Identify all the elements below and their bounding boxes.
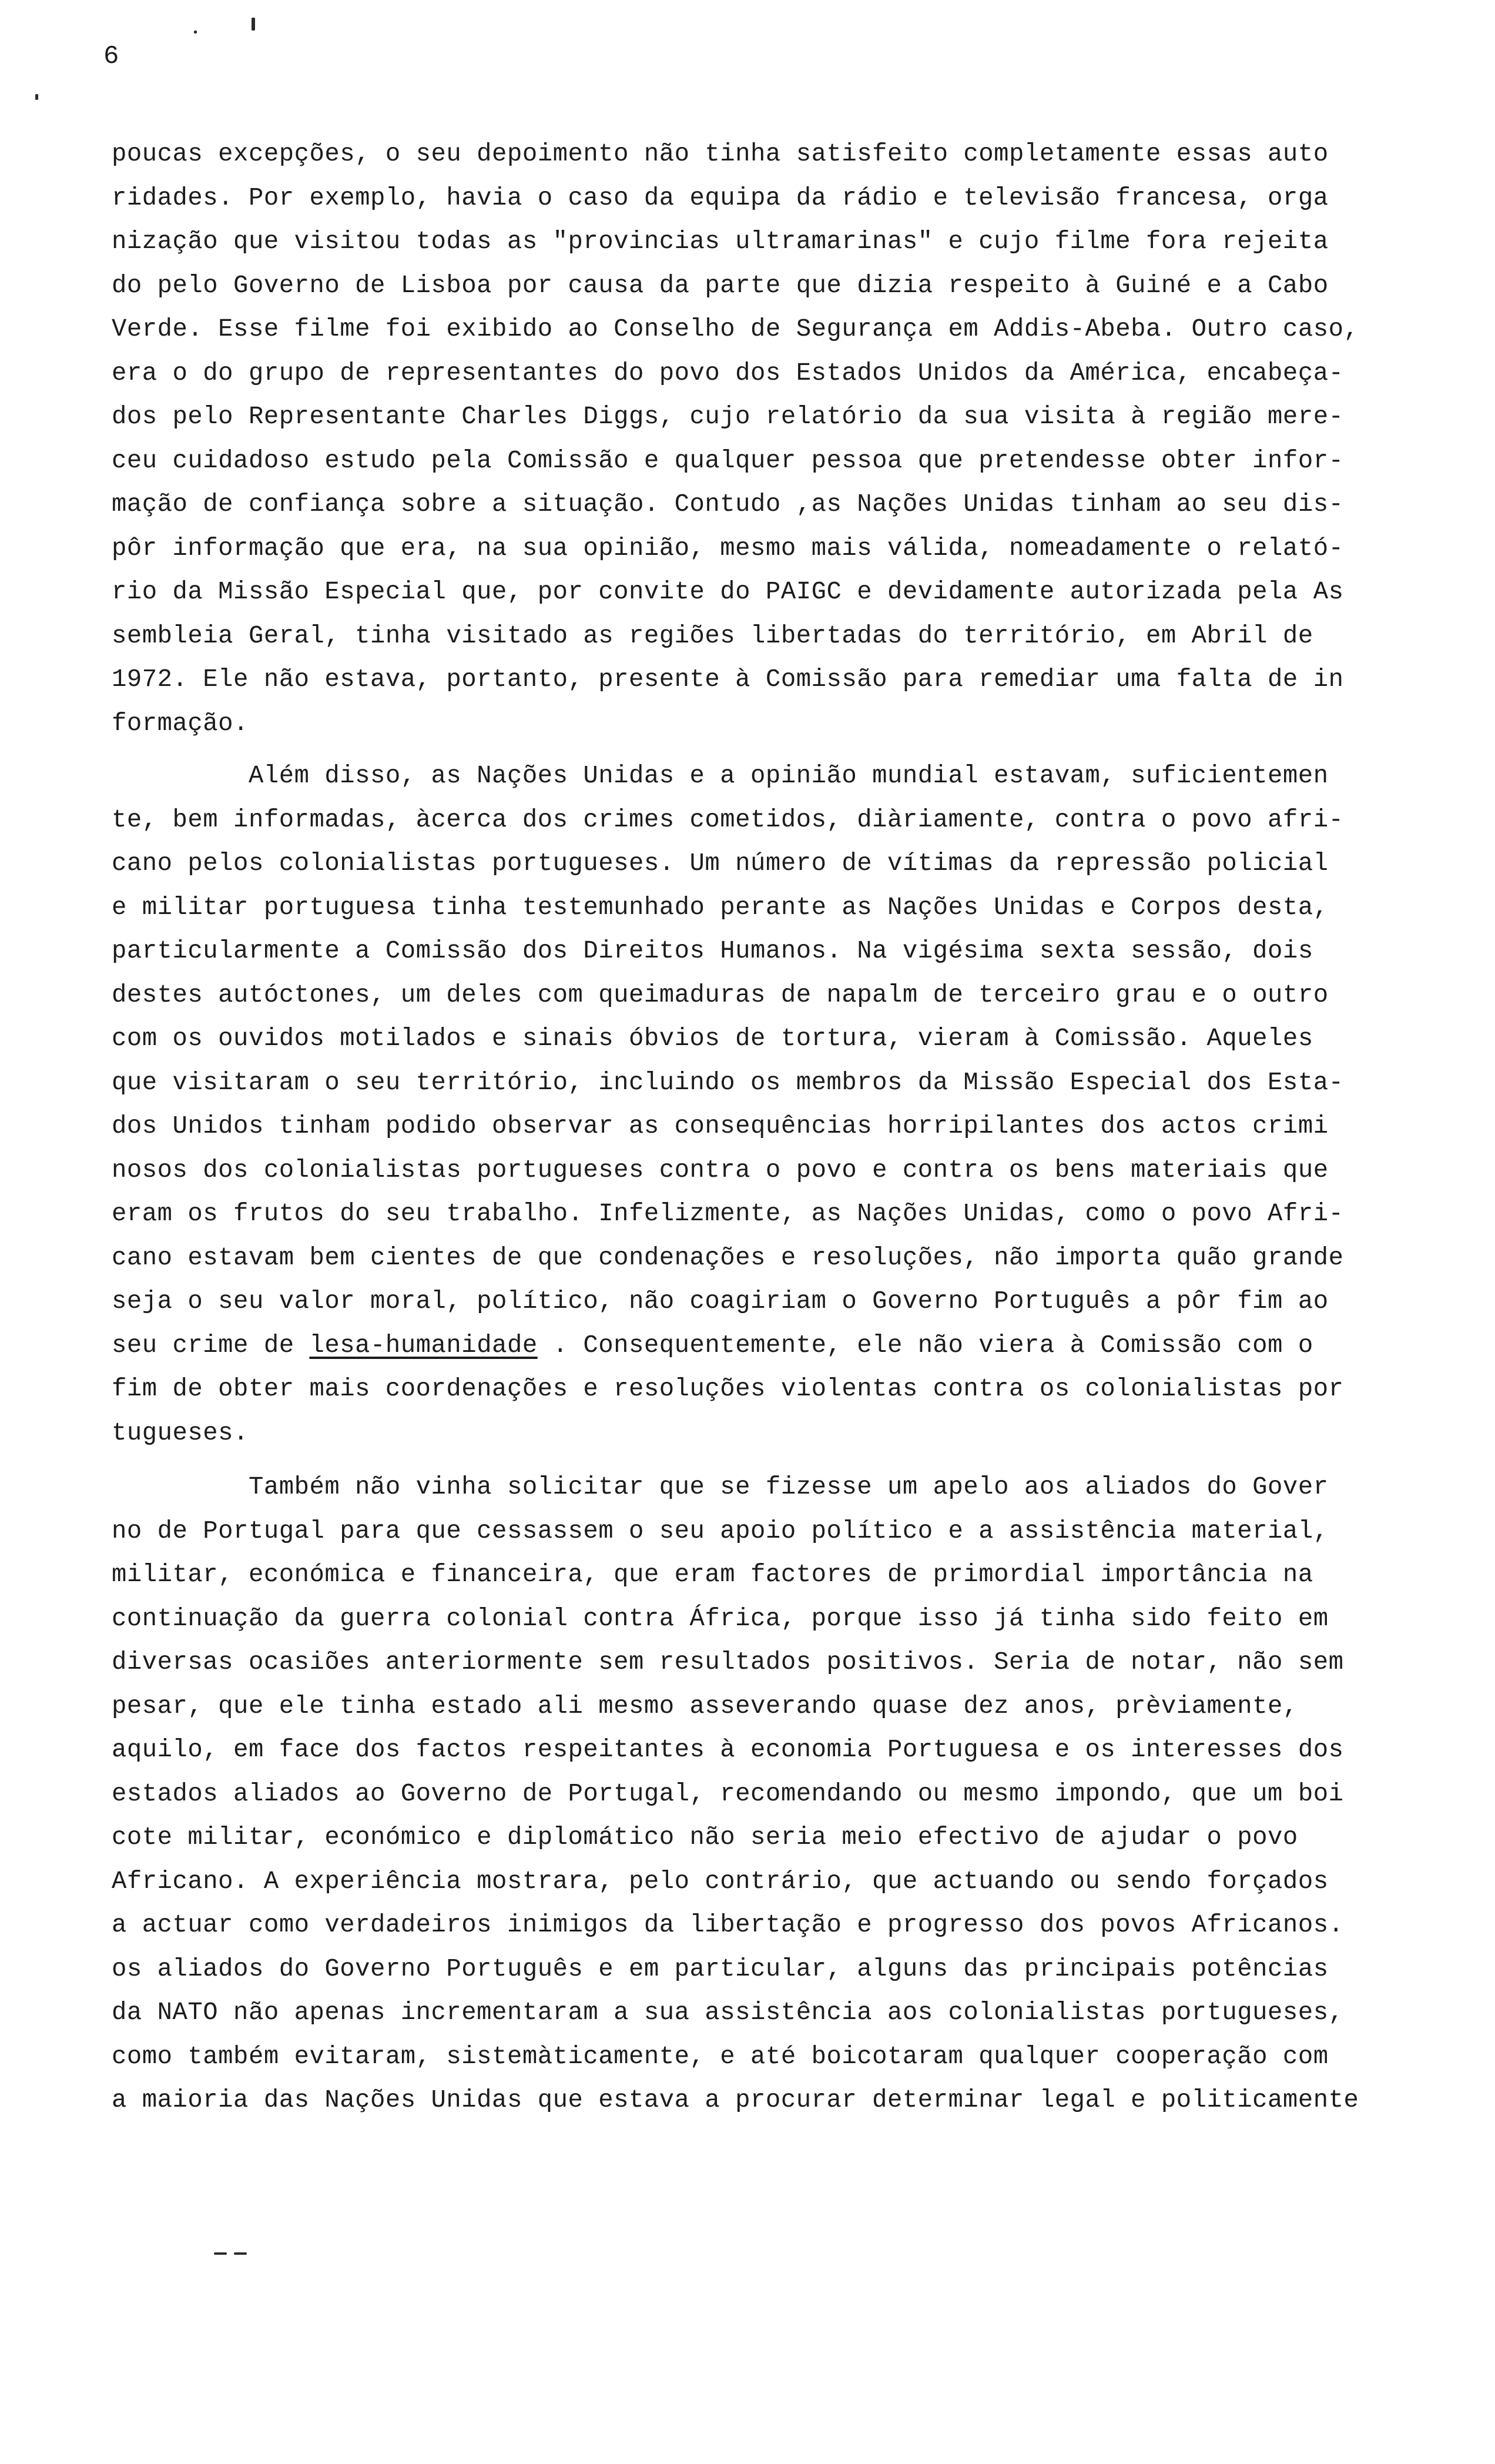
text-line: mação de confiança sobre a situação. Contudo ,as Nações Unidas tinham ao seu dis- [112,490,1344,518]
scan-speck [214,2252,227,2255]
text-line: cano estavam bem cientes de que condenações e resoluções, não importa quão grande [112,1243,1344,1272]
text-line: que visitaram o seu território, incluindo os membros da Missão Especial dos Esta- [112,1068,1344,1097]
text-line: a maioria das Nações Unidas que estava a procurar determinar legal e politicamente [112,2086,1359,2114]
text-line: fim de obter mais coordenações e resoluções violentas contra os colonialistas por [112,1375,1344,1403]
text-line: e militar portuguesa tinha testemunhado perante as Nações Unidas e Corpos desta, [112,893,1329,922]
text-line: particularmente a Comissão dos Direitos Humanos. Na vigésima sexta sessão, dois [112,937,1313,965]
text-line: aquilo, em face dos factos respeitantes à economia Portuguesa e os interesses dos [112,1736,1344,1764]
page-number: 6 [103,42,119,71]
text-line: seja o seu valor moral, político, não coagiriam o Governo Português a pôr fim ao [112,1287,1329,1315]
text-line: te, bem informadas, àcerca dos crimes cometidos, diàriamente, contra o povo afri- [112,805,1344,834]
text-line: como também evitaram, sistemàticamente, e até boicotaram qualquer cooperação com [112,2042,1329,2071]
text-line: no de Portugal para que cessassem o seu apoio político e a assistência material, [112,1516,1329,1545]
text-line: seu crime de lesa-humanidade . Consequentemente, ele não viera à Comissão com o [112,1331,1313,1360]
text-line: nosos dos colonialistas portugueses contra o povo e contra os bens materiais que [112,1156,1329,1184]
text-line: diversas ocasiões anteriormente sem resultados positivos. Seria de notar, não sem [112,1648,1344,1676]
scan-speck [194,31,197,34]
text-line: ceu cuidadoso estudo pela Comissão e qualquer pessoa que pretendesse obter infor- [112,446,1344,475]
text-line: do pelo Governo de Lisboa por causa da parte que dizia respeito à Guiné e a Cabo [112,271,1329,300]
text-line: nização que visitou todas as "provincias ultramarinas" e cujo filme fora rejeita [112,227,1329,256]
text-line: ridades. Por exemplo, havia o caso da equipa da rádio e televisão francesa, orga [112,183,1329,212]
text-line: pesar, que ele tinha estado ali mesmo asseverando quase dez anos, prèviamente, [112,1692,1298,1720]
paragraph-3 [112,1465,1410,2122]
text-line: da NATO não apenas incrementaram a sua assistência aos colonialistas portugueses, [112,1998,1344,2027]
text-line: Africano. A experiência mostrara, pelo contrário, que actuando ou sendo forçados [112,1867,1329,1896]
text-line: sembleia Geral, tinha visitado as regiões libertadas do território, em Abril de [112,621,1313,650]
text-line: militar, económica e financeira, que eram factores de primordial importância na [112,1561,1313,1589]
scan-speck [234,2252,247,2255]
scan-speck [252,18,255,31]
text-line: rio da Missão Especial que, por convite do PAIGC e devidamente autorizada pela As [112,578,1344,606]
text-line: cano pelos colonialistas portugueses. Um número de vítimas da repressão policial [112,849,1329,878]
text-line: estados aliados ao Governo de Portugal, recomendando ou mesmo impondo, que um boi [112,1779,1344,1808]
text-line: continuação da guerra colonial contra África, porque isso já tinha sido feito em [112,1604,1329,1633]
text-line: Além disso, as Nações Unidas e a opinião mundial estavam, suficientemen [112,762,1329,790]
paragraph-2 [112,754,1410,1455]
text-line: eram os frutos do seu trabalho. Infelizmente, as Nações Unidas, como o povo Afri- [112,1200,1344,1228]
text-line: com os ouvidos motilados e sinais óbvios de tortura, vieram à Comissão. Aqueles [112,1025,1313,1053]
underlined-phrase: lesa-humanidade [309,1331,538,1360]
text-line: destes autóctones, um deles com queimaduras de napalm de terceiro grau e o outro [112,980,1329,1009]
text-line: era o do grupo de representantes do povo dos Estados Unidos da América, encabeça- [112,359,1344,387]
scan-speck [35,94,38,100]
text-line: tugueses. [112,1418,249,1447]
text-line: formação. [112,709,249,738]
text-line: 1972. Ele não estava, portanto, presente à Comissão para remediar uma falta de in [112,665,1344,694]
text-line: Verde. Esse filme foi exibido ao Conselho de Segurança em Addis-Abeba. Outro caso, [112,315,1359,343]
text-line: a actuar como verdadeiros inimigos da libertação e progresso dos povos Africanos. [112,1911,1344,1939]
text-line: poucas excepções, o seu depoimento não tinha satisfeito completamente essas auto [112,140,1329,168]
text-line: dos Unidos tinham podido observar as consequências horripilantes dos actos crimi [112,1112,1329,1140]
text-line: os aliados do Governo Português e em particular, alguns das principais potências [112,1954,1329,1983]
text-line: dos pelo Representante Charles Diggs, cujo relatório da sua visita à região mere- [112,403,1344,431]
text-line: pôr informação que era, na sua opinião, mesmo mais válida, nomeadamente o relató- [112,534,1344,563]
paragraph-1 [112,132,1410,745]
text-line: Também não vinha solicitar que se fizesse um apelo aos aliados do Gover [112,1473,1329,1501]
text-line: cote militar, económico e diplomático não seria meio efectivo de ajudar o povo [112,1823,1298,1852]
